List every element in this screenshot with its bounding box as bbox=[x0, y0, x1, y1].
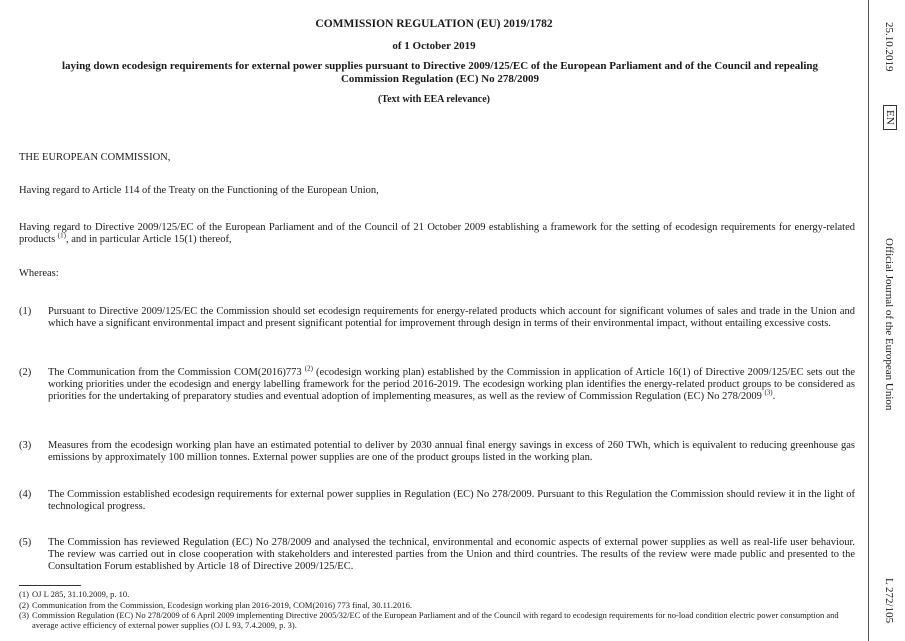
publication-date: 25.10.2019 bbox=[883, 22, 895, 72]
recital-text: The Commission established ecodesign requirements for external power supplies in Regulation (EC) No 278/2009. Pursuant to this Regulation the Commission should review it in the light of technological progress. bbox=[48, 489, 855, 513]
page-reference: L 272/105 bbox=[883, 578, 895, 624]
recital-number: (2) bbox=[19, 367, 32, 378]
having-regard-directive bbox=[19, 222, 855, 246]
recital-text: Measures from the ecodesign working plan have an estimated potential to deliver by 2030 annual final energy savings in excess of 260 TWh, which is equivalent to reducing greenhouse gas emissions by approximately 100 million tonnes. External power supplies are one of the product groups listed in the working plan. bbox=[48, 440, 855, 464]
language-badge bbox=[884, 105, 896, 130]
footnote-number: (1) bbox=[19, 589, 29, 599]
recital-5 bbox=[19, 537, 855, 574]
regard-text-b: , and in particular Article 15(1) thereof, bbox=[65, 234, 232, 246]
recital-text: Pursuant to Directive 2009/125/EC the Commission should set ecodesign requirements for energy-related products which account for significant volumes of sales and trade in the Union and which have a significant environmental impact and present significant potential for improvement through design in terms of their environmental impact, without entailing excessive costs. bbox=[48, 306, 855, 330]
recital-text bbox=[48, 364, 855, 404]
footnote-3 bbox=[19, 610, 859, 630]
recital-1 bbox=[19, 306, 855, 330]
margin-rule bbox=[868, 0, 869, 641]
commission-line: THE EUROPEAN COMMISSION, bbox=[19, 152, 171, 163]
whereas-label: Whereas: bbox=[19, 268, 59, 279]
recital-text: The Commission has reviewed Regulation (EC) No 278/2009 and analysed the technical, environmental and economic aspects of external power supplies as well as real-life user behaviour. The review was carried out in close cooperation with stakeholders and interested parties from the Union and third countries. The results of the review were made public and presented to the Consultation Forum established by Article 18 of Directive 2009/125/EC. bbox=[48, 537, 855, 573]
recital-number: (3) bbox=[19, 440, 32, 451]
language-code: EN bbox=[883, 105, 897, 130]
regard-text-a: Having regard to Directive 2009/125/EC of the European Parliament and of the Council of 21 October 2009 establishing a framework for the setting of ecodesign requirements for energy-related products bbox=[19, 222, 855, 246]
recital-number: (4) bbox=[19, 489, 32, 500]
regulation-date: of 1 October 2019 bbox=[392, 40, 476, 52]
journal-name: Official Journal of the European Union bbox=[883, 238, 895, 411]
footnote-text: Communication from the Commission, Ecodesign working plan 2016-2019, COM(2016) 773 final, 30.11.2016. bbox=[32, 600, 413, 610]
footnote-text: Commission Regulation (EC) No 278/2009 of 6 April 2009 implementing Directive 2005/32/EC of the European Parliament and of the Council with regard to ecodesign requirements for no-load condition electric power consumption and average active efficiency of external power supplies (OJ L 93, 7.4.2009, p. 3). bbox=[32, 610, 839, 630]
recital-text-part: The Communication from the Commission COM(2016)773 bbox=[48, 367, 305, 378]
footnote-divider bbox=[19, 585, 81, 586]
footnote-ref-1[interactable]: (1) bbox=[57, 231, 66, 240]
journal-margin bbox=[868, 0, 905, 641]
recital-number: (1) bbox=[19, 306, 32, 317]
having-regard-treaty: Having regard to Article 114 of the Treaty on the Functioning of the European Union, bbox=[19, 185, 379, 196]
footnote-number: (3) bbox=[19, 610, 29, 620]
recital-4 bbox=[19, 489, 855, 513]
footnote-text: OJ L 285, 31.10.2009, p. 10. bbox=[32, 589, 130, 599]
footnote-number: (2) bbox=[19, 600, 29, 610]
recital-text-part: (ecodesign working plan) established by the Commission in application of Article 16(1) of Directive 2009/125/EC sets out the working priorities under the ecodesign and energy labelling framework for the period 2016-2019. The ecodesign working plan identifies the energy-related product groups to be considered as priorities for the undertaking of preparatory studies and eventual adoption of implementing measures, as well as the review of Commission Regulation (EC) No 278/2009 bbox=[48, 367, 855, 403]
recital-2 bbox=[19, 364, 855, 404]
footnote-ref-3[interactable]: (3) bbox=[764, 388, 773, 397]
footnote-ref-2[interactable]: (2) bbox=[304, 364, 313, 373]
recital-text-part: . bbox=[772, 391, 776, 403]
regulation-title: COMMISSION REGULATION (EU) 2019/1782 bbox=[315, 18, 553, 30]
eea-relevance: (Text with EEA relevance) bbox=[378, 94, 490, 105]
regulation-subject: laying down ecodesign requirements for external power supplies pursuant to Directive 2009/125/EC of the European Parliament and of the Council and repealing Commission Regulation (EC) No 278/2009 bbox=[61, 60, 819, 85]
footnote-1 bbox=[19, 589, 859, 599]
recital-3 bbox=[19, 440, 855, 464]
footnote-2 bbox=[19, 600, 859, 610]
recital-number: (5) bbox=[19, 537, 32, 548]
